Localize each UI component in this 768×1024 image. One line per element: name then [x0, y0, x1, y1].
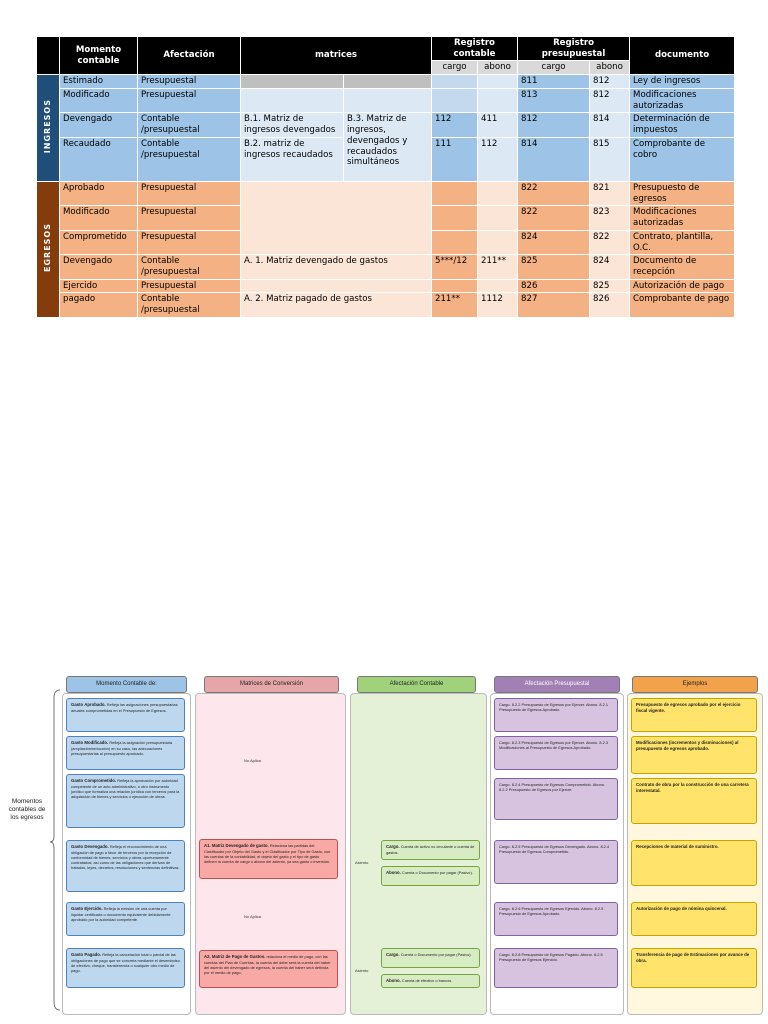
matriz-box: A2. Matriz de Pago de Gastos. relaciona el medio de pago, con las cuentas del Plan de Cuentas, la cuenta del debe será la cuenta del haber del asiento del devengado de egresos, la cuenta del haber será definida por el medio de pago. [199, 950, 338, 988]
table-row [37, 255, 735, 279]
matriz-cell: A. 1. Matriz devengado de gastos [241, 255, 432, 279]
rp-cargo-cell: 811 [518, 75, 590, 89]
rp-abono-cell: 822 [590, 230, 630, 254]
ejemplo-box: Modificaciones (incrementos y disminuciones) al presupuesto de egresos aprobado. [631, 736, 757, 774]
presupuestal-box: Cargo. 8.2.4 Presupuesto de Egresos Comprometido. Abono. 8.2.2 Presupuesto de Egresos por Ejercer. [494, 778, 618, 820]
table-row [37, 88, 735, 112]
momento-cell: Ejercido [60, 279, 138, 293]
rc-abono-cell [478, 206, 518, 230]
ejemplo-box: Contrato de obra por la construcción de una carretera interestatal. [631, 778, 757, 824]
momento-cell: Modificado [60, 88, 138, 112]
header-afectacion-contable: Afectación Contable [357, 676, 476, 693]
documento-cell: Comprobante de cobro [630, 137, 735, 181]
presupuestal-box: Cargo. 8.2.2 Presupuesto de Egresos por Ejercer. Abono. 8.2.1 Presupuesto de Egresos Aprobado. [494, 698, 618, 732]
rp-cargo-cell: 813 [518, 88, 590, 112]
matriz-cell [344, 88, 432, 112]
documento-cell: Comprobante de pago [630, 293, 735, 317]
documento-cell: Modificaciones autorizadas [630, 88, 735, 112]
presupuestal-box: Cargo. 8.2.5 Presupuesto de Egresos Devengado. Abono. 8.2.4 Presupuesto de Egresos Comprometido. [494, 840, 618, 884]
matriz-cell: B.2. matriz de ingresos recaudados [241, 137, 344, 181]
momento-cell: Devengado [60, 113, 138, 137]
documento-cell: Modificaciones autorizadas [630, 206, 735, 230]
contable-box: Abono. Cuenta de efectivo o bancos. [381, 974, 480, 988]
header-rc-abono: abono [478, 61, 518, 75]
presupuestal-box: Cargo. 8.2.3 Presupuesto de Egresos por Ejercer. Abono. 8.2.3 Modificaciones al Presupuesto de Egresos Aprobado. [494, 736, 618, 770]
rc-cargo-cell [432, 88, 478, 112]
presupuestal-box: Cargo. 8.2.6 Presupuesto de Egresos Ejercido. Abono. 8.2.5 Presupuesto de Egresos Aprobado. [494, 902, 618, 936]
momento-box: Gasto Modificado. Refleja la asignación presupuestaria (ampliación/reducción) en su caso, las adecuaciones presupuestarias al presupuesto aprobado. [66, 736, 185, 770]
table-row [37, 75, 735, 89]
rc-cargo-cell [432, 75, 478, 89]
rp-cargo-cell: 812 [518, 113, 590, 137]
rp-abono-cell: 823 [590, 206, 630, 230]
momentos-contables-table [36, 36, 735, 318]
ejemplo-box: Presupuesto de egresos aprobado por el ejercicio fiscal vigente. [631, 698, 757, 732]
header-registro-presupuestal: Registro presupuestal [518, 37, 630, 61]
afectacion-cell: Contable /presupuestal [138, 113, 241, 137]
matriz-b3-cell: B.3. Matriz de ingresos, devengados y recaudados simultáneos [344, 113, 432, 181]
momento-cell: Comprometido [60, 230, 138, 254]
rc-abono-cell: 1112 [478, 293, 518, 317]
afectacion-cell: Contable /presupuestal [138, 293, 241, 317]
header-documento: documento [630, 37, 735, 75]
table-row [37, 181, 735, 205]
afectacion-cell: Presupuestal [138, 230, 241, 254]
matriz-cell: B.1. Matriz de ingresos devengados [241, 113, 344, 137]
matriz-cell: A. 2. Matriz pagado de gastos [241, 293, 432, 317]
rc-abono-cell: 411 [478, 113, 518, 137]
egresos-flow-diagram [0, 668, 768, 1024]
ejemplo-box: Transferencia de pago de Estimaciones por avance de obra. [631, 948, 757, 988]
rc-abono-cell [478, 279, 518, 293]
header-momento: Momento contable [60, 37, 138, 75]
rc-cargo-cell [432, 206, 478, 230]
presupuestal-box: Cargo. 8.2.8 Presupuesto de Egresos Pagado. Abono. 8.2.6 Presupuesto de Egresos Ejercido. [494, 948, 618, 988]
matriz-box: A1. Matriz Devengado de gasto. Relaciona las partidas del Clasificador por Objeto del Gasto y el Clasificador por Tipo de Gasto, con las cuentas de la contabilidad, el objeto del gasto y el tipo de gasto definen la cuenta de cargo o abono del asiento, ya sea gasto o inversión. [199, 839, 338, 879]
afectacion-cell: Presupuestal [138, 279, 241, 293]
asiento-label: Asiento [355, 968, 369, 973]
rp-abono-cell: 812 [590, 75, 630, 89]
header-afectacion: Afectación [138, 37, 241, 75]
matriz-cell [241, 279, 432, 293]
rp-cargo-cell: 827 [518, 293, 590, 317]
momento-cell: Devengado [60, 255, 138, 279]
ejemplo-box: Recepciones de material de suministro. [631, 840, 757, 886]
rp-abono-cell: 812 [590, 88, 630, 112]
documento-cell: Autorización de pago [630, 279, 735, 293]
header-afectacion-presupuestal: Afectación Presupuestal [494, 676, 620, 693]
documento-cell: Presupuesto de egresos [630, 181, 735, 205]
header-rc-cargo: cargo [432, 61, 478, 75]
documento-cell: Ley de ingresos [630, 75, 735, 89]
no-aplica-label: No Aplica [244, 914, 261, 919]
rp-cargo-cell: 822 [518, 206, 590, 230]
momento-cell: Aprobado [60, 181, 138, 205]
afectacion-cell: Contable /presupuestal [138, 137, 241, 181]
rc-abono-cell [478, 230, 518, 254]
rc-cargo-cell [432, 230, 478, 254]
rp-abono-cell: 821 [590, 181, 630, 205]
rc-cargo-cell: 111 [432, 137, 478, 181]
ingresos-side-label: INGRESOS [37, 75, 60, 182]
rc-abono-cell: 211** [478, 255, 518, 279]
afectacion-cell: Contable /presupuestal [138, 255, 241, 279]
no-aplica-label: No Aplica [244, 758, 261, 763]
rc-abono-cell [478, 181, 518, 205]
momento-box: Gasto Ejercido. Refleja la emisión de una cuenta por liquidar certificada o documento equivalente debidamente aprobado por la autoridad competente. [66, 902, 185, 936]
header-momento-contable: Momento Contable de: [66, 676, 187, 693]
header-rp-cargo: cargo [518, 61, 590, 75]
momento-cell: Estimado [60, 75, 138, 89]
rp-cargo-cell: 826 [518, 279, 590, 293]
egresos-side-label: EGRESOS [37, 181, 60, 317]
ejemplo-box: Autorización de pago de nómina quincenal. [631, 902, 757, 936]
rc-abono-cell [478, 88, 518, 112]
contable-box: Cargo. Cuenta o Documento por pagar (Pasivo). [381, 948, 480, 968]
contable-box: Cargo. Cuenta de activo no circulante o cuenta de gastos. [381, 840, 480, 860]
rp-cargo-cell: 814 [518, 137, 590, 181]
rp-cargo-cell: 824 [518, 230, 590, 254]
matriz-cell [344, 75, 432, 89]
momento-cell: Modificado [60, 206, 138, 230]
momento-cell: Recaudado [60, 137, 138, 181]
afectacion-cell: Presupuestal [138, 181, 241, 205]
momento-box: Gasto Comprometido. Refleja la aprobación por autoridad competente de un acto administrativo, u otro instrumento jurídico que formaliza una relación jurídica con terceros para la adquisición de bienes y servicios o ejecución de obras. [66, 774, 185, 828]
rp-abono-cell: 815 [590, 137, 630, 181]
header-rp-abono: abono [590, 61, 630, 75]
momento-box: Gasto Pagado. Refleja la cancelación total o parcial de las obligaciones de pago que se concreta mediante el desembolso de efectivo, cheque, transferencia o cualquier otro medio de pago. [66, 948, 185, 988]
afectacion-cell: Presupuestal [138, 88, 241, 112]
momento-box: Gasto Devengado. Refleja el reconocimiento de una obligación de pago a favor de terceros por la recepción de conformidad de bienes, servicios y obras oportunamente contratados; así como de las obligaciones que derivan de tratados, leyes, decretos, resoluciones y sentencias definitivas. [66, 840, 185, 892]
afectacion-cell: Presupuestal [138, 206, 241, 230]
matriz-cell [241, 181, 432, 254]
documento-cell: Documento de recepción [630, 255, 735, 279]
header-registro-contable: Registro contable [432, 37, 518, 61]
afectacion-cell: Presupuestal [138, 75, 241, 89]
rc-abono-cell: 112 [478, 137, 518, 181]
corner-cell [37, 37, 60, 75]
momentos-side-label: Momentos contables de los egresos [8, 798, 46, 821]
header-ejemplos: Ejemplos [632, 676, 758, 693]
documento-cell: Determinación de impuestos [630, 113, 735, 137]
momento-box: Gasto Aprobado. Refleja las asignaciones presupuestarias anuales comprometidas en el Presupuesto de Egresos. [66, 698, 185, 732]
momento-cell: pagado [60, 293, 138, 317]
header-matrices-conversion: Matrices de Conversión [204, 676, 339, 693]
rp-abono-cell: 814 [590, 113, 630, 137]
rp-cargo-cell: 825 [518, 255, 590, 279]
rc-cargo-cell: 112 [432, 113, 478, 137]
documento-cell: Contrato, plantilla, O.C. [630, 230, 735, 254]
matriz-cell [241, 75, 344, 89]
matriz-cell [241, 88, 344, 112]
rc-cargo-cell: 211** [432, 293, 478, 317]
contable-box: Abono. Cuenta o Documento por pagar (Pasivo). [381, 866, 480, 886]
rp-abono-cell: 824 [590, 255, 630, 279]
asiento-label: Asiento [355, 860, 369, 865]
table-row [37, 293, 735, 317]
header-matrices: matrices [241, 37, 432, 75]
rp-cargo-cell: 822 [518, 181, 590, 205]
rc-cargo-cell: 5***/12 [432, 255, 478, 279]
table-row [37, 279, 735, 293]
rc-cargo-cell [432, 279, 478, 293]
rc-abono-cell [478, 75, 518, 89]
rp-abono-cell: 825 [590, 279, 630, 293]
rc-cargo-cell [432, 181, 478, 205]
rp-abono-cell: 826 [590, 293, 630, 317]
table-row [37, 113, 735, 137]
